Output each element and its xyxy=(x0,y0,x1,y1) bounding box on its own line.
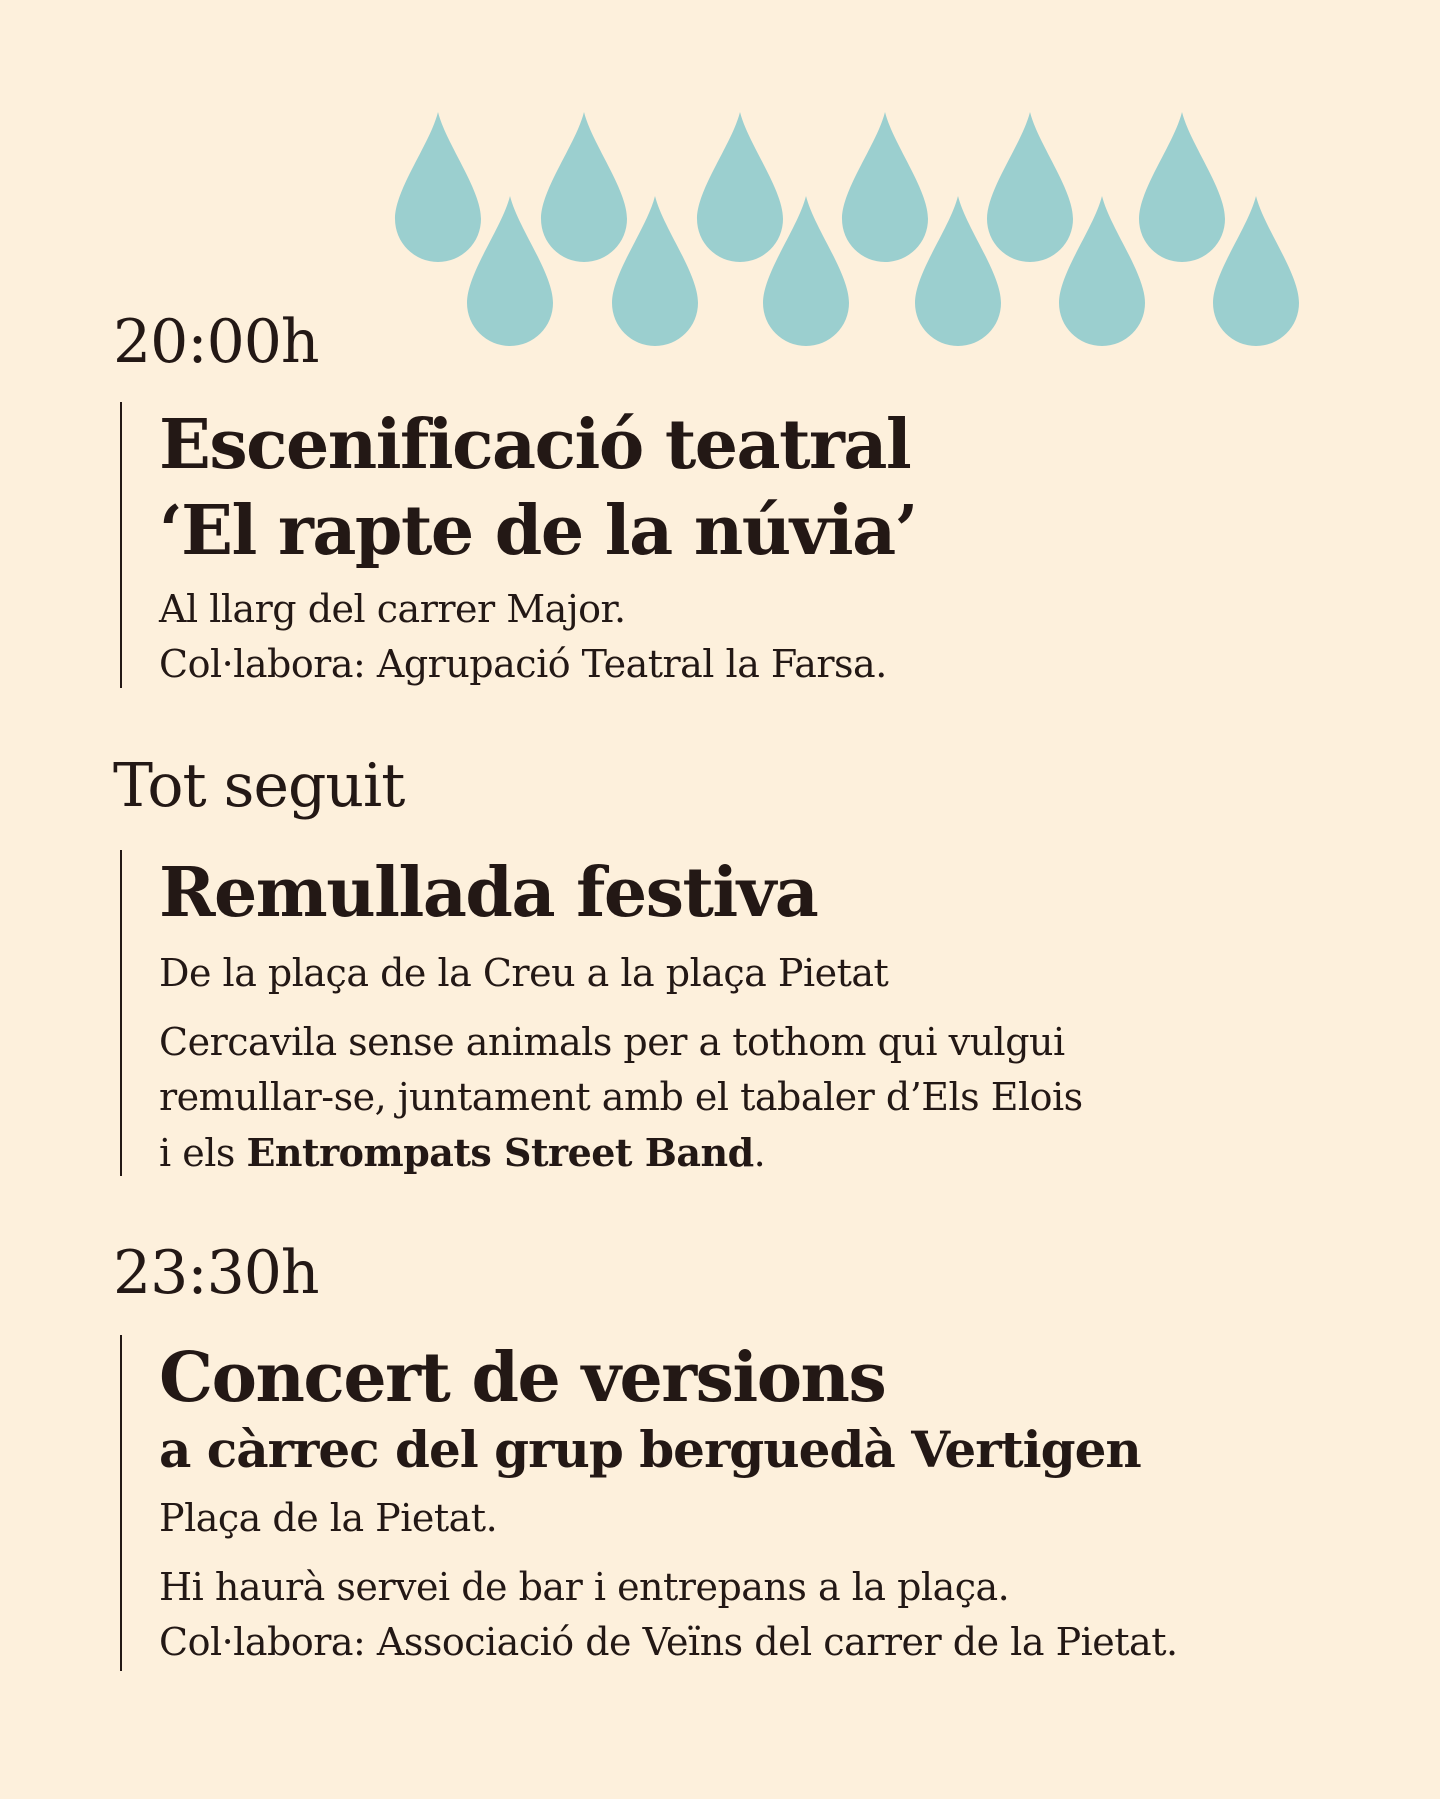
event-1-collaborator: Col·labora: Agrupació Teatral la Farsa. xyxy=(159,642,887,686)
event-3-collaborator: Col·labora: Associació de Veïns del carrer de la Pietat. xyxy=(159,1620,1178,1664)
event-2-description-line3 xyxy=(159,1125,1083,1181)
water-drop-icon xyxy=(1213,196,1299,346)
event-3-time: 23:30h xyxy=(113,1238,319,1308)
event-2-description-line2: remullar-se, juntament amb el tabaler d’Els Elois xyxy=(159,1075,1083,1119)
water-drop-icon xyxy=(395,112,481,262)
event-3-title: Concert de versions xyxy=(159,1338,886,1418)
event-1-block xyxy=(120,402,917,688)
event-3-block xyxy=(120,1335,1178,1671)
event-1-time: 20:00h xyxy=(113,307,319,377)
event-1-location: Al llarg del carrer Major. xyxy=(159,587,626,631)
water-drop-icon xyxy=(541,112,627,262)
event-2-title: Remullada festiva xyxy=(159,853,818,933)
event-2-description-line3-post: . xyxy=(753,1131,766,1175)
event-2-block xyxy=(120,850,1083,1176)
water-drops-decoration xyxy=(0,0,1440,360)
band-name: Entrompats Street Band xyxy=(246,1130,754,1175)
event-3-line1: Hi haurà servei de bar i entrepans a la plaça. xyxy=(159,1565,1010,1609)
event-1-title-line2: ‘El rapte de la núvia’ xyxy=(159,491,917,571)
event-2-location: De la plaça de la Creu a la plaça Pietat xyxy=(159,951,889,995)
water-drop-icon xyxy=(697,112,783,262)
water-drop-icon xyxy=(987,112,1073,262)
water-drop-icon xyxy=(842,112,928,262)
event-3-location: Plaça de la Pietat. xyxy=(159,1496,498,1540)
event-1-title-line1: Escenificació teatral xyxy=(159,405,911,485)
event-2-time: Tot seguit xyxy=(113,751,405,821)
event-2-description-line1: Cercavila sense animals per a tothom qui vulgui xyxy=(159,1020,1065,1064)
event-2-description-line3-pre: i els xyxy=(159,1131,247,1175)
event-3-subtitle: a càrrec del grup berguedà Vertigen xyxy=(159,1420,1141,1479)
water-drop-icon xyxy=(1139,112,1225,262)
